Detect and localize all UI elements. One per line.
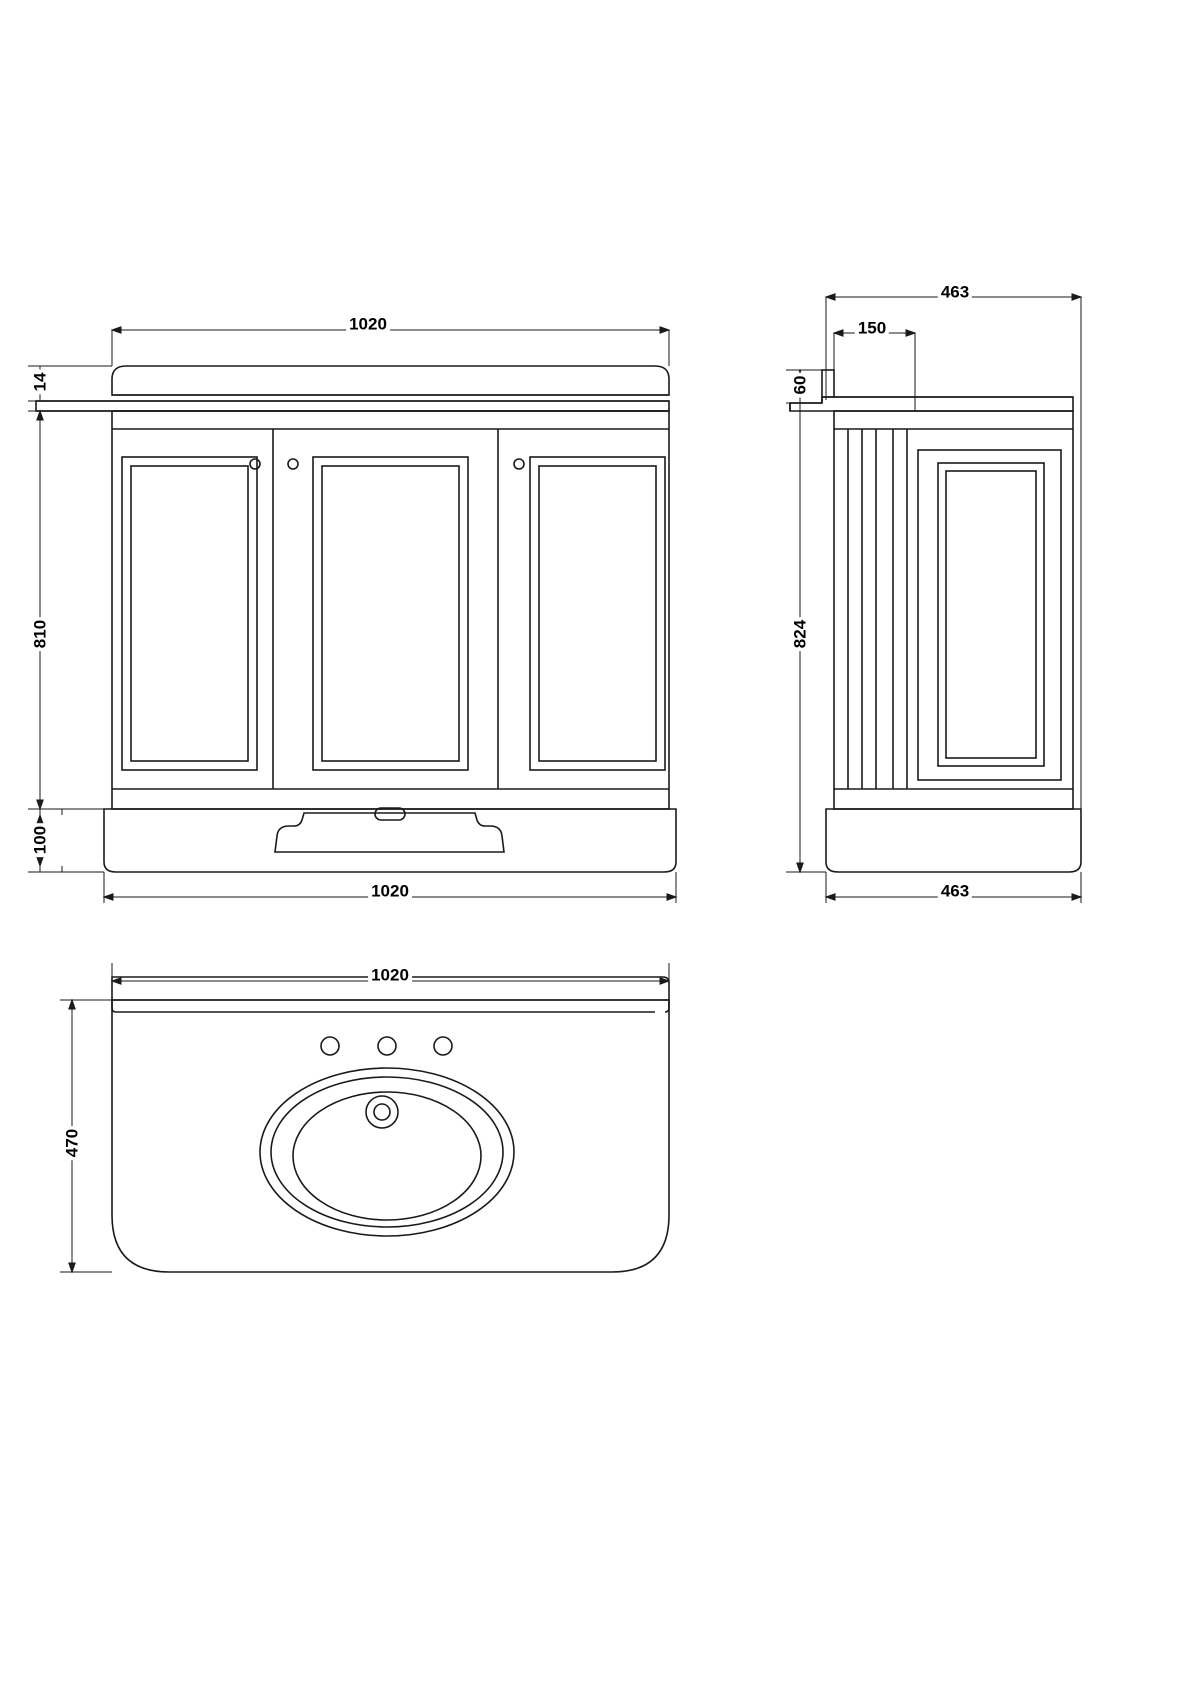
front-door-left	[122, 457, 257, 770]
front-plinth	[104, 809, 676, 872]
plan-basin-outline	[112, 1000, 669, 1272]
plan-view	[112, 977, 669, 1272]
side-upstand	[822, 370, 834, 397]
plan-tap-hole-center	[378, 1037, 396, 1055]
plan-bowl-mid	[271, 1077, 503, 1227]
front-knob-left	[250, 459, 260, 469]
dim-plan-width: 1020	[368, 967, 412, 984]
dim-front-plinth-height: 100	[32, 823, 49, 857]
plan-tap-hole-left	[321, 1037, 339, 1055]
front-elevation-view	[36, 366, 676, 872]
dim-front-top-width: 1020	[346, 316, 390, 333]
front-knob-center	[288, 459, 298, 469]
front-door-center	[313, 457, 468, 770]
plan-bowl-inner	[293, 1092, 481, 1220]
side-elevation-view	[790, 370, 1081, 872]
plan-waste-inner	[374, 1104, 390, 1120]
front-top-band	[36, 401, 669, 411]
side-countertop	[790, 397, 1073, 411]
dim-plan-depth: 470	[64, 1126, 81, 1160]
plan-bowl-outer	[260, 1068, 514, 1236]
side-plinth	[826, 809, 1081, 872]
dim-side-upstand-height: 60	[792, 373, 809, 398]
front-cabinet-body	[112, 411, 669, 809]
front-plinth-cutout	[275, 813, 504, 852]
front-countertop	[112, 366, 669, 395]
dim-side-total-height: 824	[792, 617, 809, 651]
front-door-right	[530, 457, 665, 770]
dim-side-top-depth: 463	[938, 284, 972, 301]
plan-waste-outer	[366, 1096, 398, 1128]
dim-front-top-thickness: 14	[32, 370, 49, 395]
dim-side-inner-depth: 150	[855, 320, 889, 337]
dim-front-bottom-width: 1020	[368, 883, 412, 900]
dim-side-bottom-depth: 463	[938, 883, 972, 900]
side-door-panel	[918, 450, 1061, 780]
front-dimension-lines	[28, 327, 676, 903]
dim-front-cabinet-height: 810	[32, 617, 49, 651]
front-knob-right	[514, 459, 524, 469]
plan-tap-hole-right	[434, 1037, 452, 1055]
